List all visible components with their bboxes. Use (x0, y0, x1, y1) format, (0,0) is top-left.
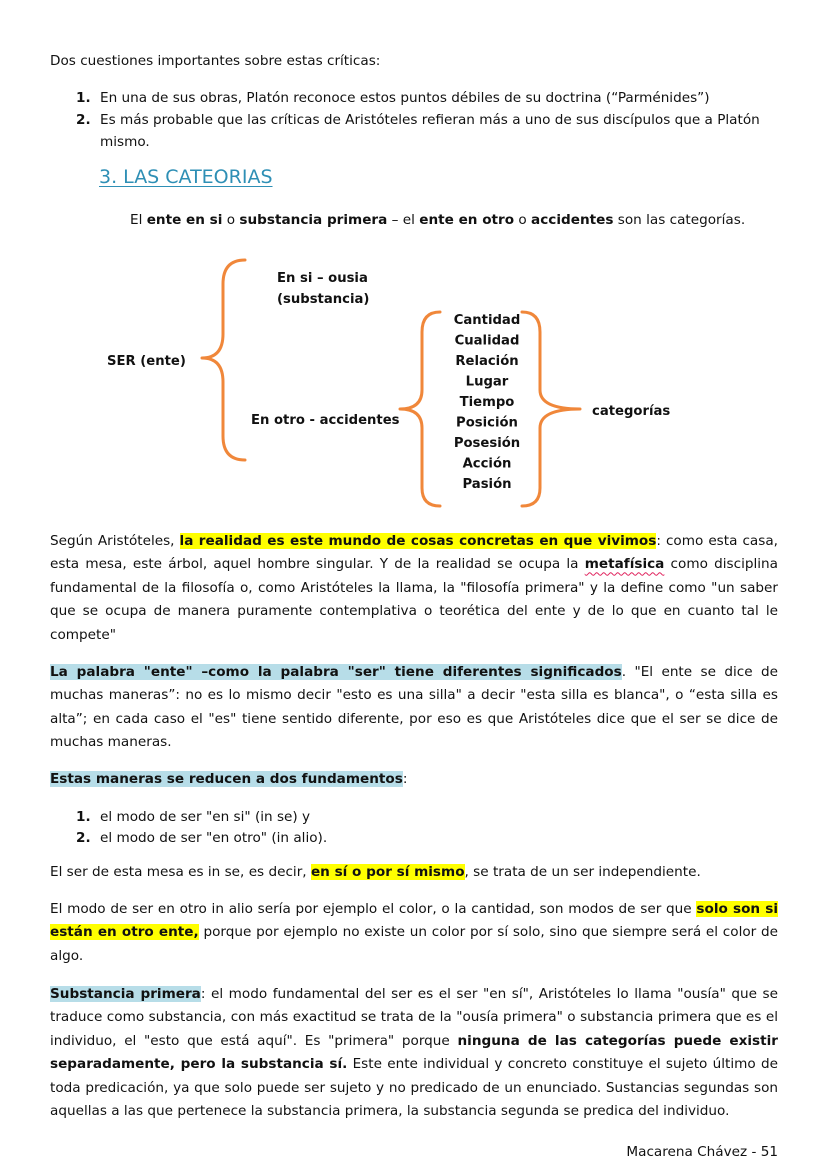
accidentes-brace (400, 312, 440, 506)
category-item: Cualidad (454, 333, 520, 349)
list-number: 1. (76, 90, 91, 106)
paragraph-ente (50, 661, 778, 755)
category-item: Posición (456, 415, 518, 431)
categories-diagram (0, 250, 828, 515)
intro-title: Dos cuestiones importantes sobre estas críticas: (50, 53, 381, 69)
ser-brace (202, 260, 245, 460)
category-item: Posesión (453, 436, 521, 451)
summary-segment: ente en otro (419, 212, 515, 228)
list-text-continued: mismo. (100, 134, 150, 150)
summary-segment: El (130, 212, 147, 228)
category-item: Lugar (465, 374, 509, 390)
category-item: Relación (455, 354, 519, 369)
text-segment: Según Aristóteles, (50, 533, 180, 549)
text-segment: como disciplina fundamental de la filosofía o, como Aristóteles la llama, la "filosofía primera" y la define como "un saber que se ocupa de manera puramente contemplativa o teorética del ente y de lo que en cuanto tal le compete" (50, 556, 778, 643)
text-segment: porque por ejemplo no existe un color por sí solo, sino que siempre será el color de algo. (50, 924, 779, 964)
list-text: Es más probable que las críticas de Aristóteles refieran más a uno de sus discípulos que a Platón (100, 112, 760, 128)
summary-segment: o (222, 212, 240, 228)
list-text: el modo de ser "en si" (in se) y (100, 809, 311, 825)
category-item: Acción (462, 456, 512, 472)
highlighted-text: Estas maneras se reducen a dos fundamentos (50, 771, 403, 787)
highlighted-text: La palabra "ente" –como la palabra "ser" tiene diferentes significados (50, 664, 622, 680)
ser-label: SER (ente) (107, 354, 186, 369)
paragraph-maneras (50, 768, 778, 791)
summary-segment: – el (387, 212, 420, 228)
summary-segment: accidentes (531, 212, 614, 228)
list-number: 2. (76, 830, 91, 846)
paragraph-realidad (50, 530, 778, 647)
summary-segment: o (514, 212, 532, 228)
list-number: 2. (76, 112, 91, 128)
text-segment: Este ente individual y concreto constituye el sujeto último de toda predicación, ya que solo puede ser sujeto y no predicado de un enunciado. Sustancias segundas son aquellas a las que pertenece la substancia primera, la substancia segunda se predica del individuo. (50, 1056, 778, 1120)
category-item: Tiempo (459, 395, 515, 410)
text-segment: , se trata de un ser independiente. (464, 864, 701, 880)
text-segment: : como esta casa, esta mesa, este árbol, aquel hombre singular. Y de la realidad se ocupa la (50, 533, 778, 573)
category-item: Pasión (462, 477, 512, 492)
bold-text: ninguna de las categorías puede existir separadamente, pero la substancia sí. (50, 1032, 778, 1073)
text-segment: : (402, 771, 408, 787)
highlighted-text: la realidad es este mundo de cosas concretas en que vivimos (179, 533, 657, 549)
text-segment: . "El ente se dice de muchas maneras”: no es lo mismo decir "esto es una silla" a decir "esta silla es blanca", o “esta silla es alta”; en cada caso el "es" tiene sentido diferente, por eso es que Aristóteles dice que el ser se dice de muchas maneras. (50, 664, 778, 751)
highlighted-text: en sí o por sí mismo (310, 864, 465, 880)
en-si-label: En si – ousia (277, 271, 368, 286)
list-text: En una de sus obras, Platón reconoce estos puntos débiles de su doctrina (“Parménides”) (100, 90, 710, 106)
list-number: 1. (76, 809, 91, 825)
summary-segment: substancia primera (239, 212, 388, 228)
text-segment: El ser de esta mesa es in se, es decir, (50, 864, 311, 880)
highlighted-text: Substancia primera (50, 986, 201, 1002)
list-text: el modo de ser "en otro" (in alio). (100, 830, 328, 846)
bold-text: metafísica (584, 556, 665, 573)
category-item: Cantidad (453, 313, 521, 328)
paragraph-otro (50, 898, 778, 968)
summary-segment: son las categorías. (613, 212, 746, 228)
en-otro-label: En otro - accidentes (251, 413, 400, 428)
categorias-label: categorías (592, 404, 671, 419)
summary-segment: ente en si (146, 212, 223, 228)
page-footer: Macarena Chávez - 51 (626, 1144, 778, 1160)
categories-summary (130, 209, 745, 231)
substancia-label: (substancia) (277, 292, 370, 307)
text-segment: : el modo fundamental del ser es el ser "en sí", Aristóteles lo llama "ousía" que se traduce como substancia, con más exactitud se trata de la "ousía primera" o substancia primera que es el individuo, el "esto que está aquí". Es "primera" porque (50, 986, 778, 1049)
text-segment: El modo de ser en otro in alio sería por ejemplo el color, o la cantidad, son modos de ser que (50, 901, 697, 917)
categorias-brace (522, 312, 580, 506)
paragraph-mesa (50, 861, 778, 884)
highlighted-text: solo son si están en otro ente, (50, 901, 778, 941)
paragraph-substancia (50, 983, 778, 1123)
section-heading: 3. LAS CATEORIAS (99, 166, 273, 188)
